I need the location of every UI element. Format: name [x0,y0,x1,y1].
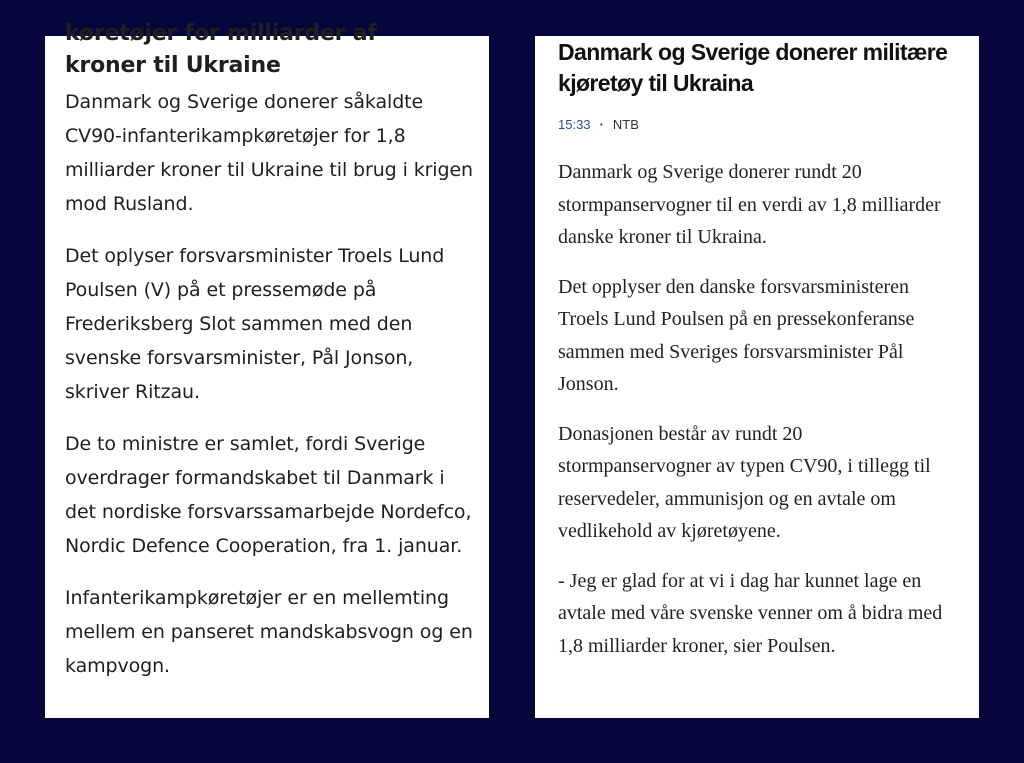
byline [558,117,958,132]
publish-time: 15:33 [558,117,591,132]
source-label: NTB [612,117,639,132]
norwegian-paragraph-3: Donasjonen består av rundt 20 stormpanservogner av typen CV90, i tillegg til reservedeler, ammunisjon og en avtale om vedlikehold av kjøretøyene. [558,422,931,542]
separator-dot: · [599,117,604,132]
norwegian-article-panel [535,36,979,718]
norwegian-paragraph-4: - Jeg er glad for at vi i dag har kunnet lage en avtale med våre svenske venner om å bidra med 1,8 milliarder kroner, sier Poulsen. [558,569,943,657]
danish-headline [65,18,475,82]
norwegian-headline: Danmark og Sverige donerer militære kjøretøy til Ukraina [558,39,948,96]
danish-headline-line-2: kroner til Ukraine [65,53,281,78]
danish-paragraph-1: Danmark og Sverige donerer såkaldte CV90-infanterikampkøretøjer for 1,8 milliarder kroner til Ukraine til brug i krigen mod Rusland. [65,91,473,215]
norwegian-paragraph-1: Danmark og Sverige donerer rundt 20 stormpanservogner til en verdi av 1,8 milliarder danske kroner til Ukraina. [558,161,941,248]
norwegian-article-body [558,36,958,679]
norwegian-paragraph-2: Det opplyser den danske forsvarsministeren Troels Lund Poulsen på en pressekonferanse sammen med Sveriges forsvarsminister Pål Jonson. [558,275,915,395]
danish-headline-line-1: køretøjer for milliarder af [65,21,377,46]
danish-article-body [65,18,475,701]
danish-article-panel [45,21,489,718]
danish-paragraph-3: De to ministre er samlet, fordi Sverige overdrager formandskabet til Danmark i det nordiske forsvarssamarbejde Nordefco, Nordic Defence Cooperation, fra 1. januar. [65,433,472,557]
danish-paragraph-2: Det oplyser forsvarsminister Troels Lund Poulsen (V) på et pressemøde på Frederiksberg Slot sammen med den svenske forsvarsminister, Pål Jonson, skriver Ritzau. [65,245,445,403]
danish-paragraph-4: Infanterikampkøretøjer er en mellemting mellem en panseret mandskabsvogn og en kampvogn. [65,587,473,677]
